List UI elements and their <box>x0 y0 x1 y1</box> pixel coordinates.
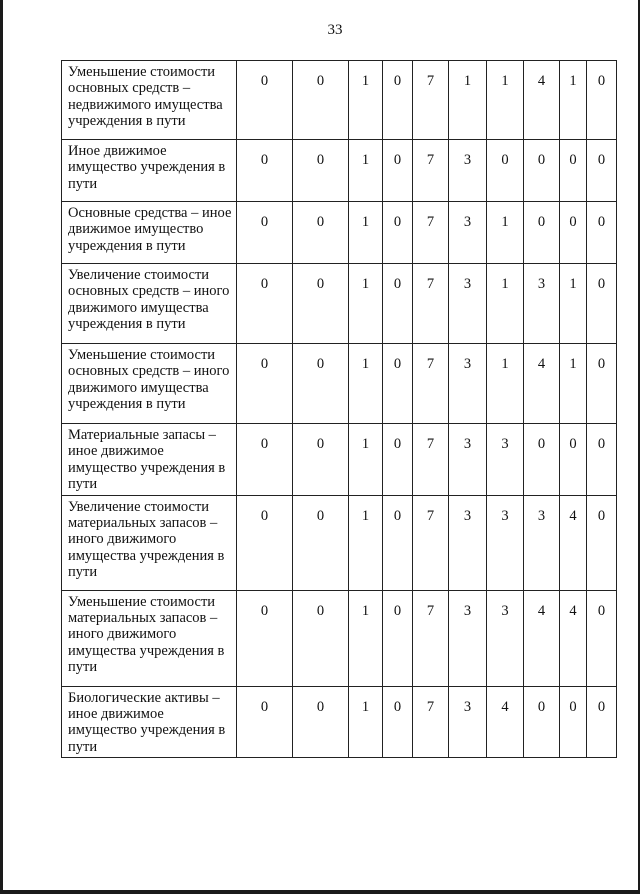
table-row <box>62 264 617 344</box>
code-digit: 7 <box>413 202 449 264</box>
code-digit: 0 <box>237 590 293 686</box>
code-digit: 1 <box>349 344 383 424</box>
code-digit: 1 <box>487 202 524 264</box>
code-digit: 0 <box>524 686 560 758</box>
code-digit: 1 <box>349 590 383 686</box>
code-digit: 7 <box>413 140 449 202</box>
code-digit: 3 <box>449 686 487 758</box>
code-digit: 4 <box>560 590 587 686</box>
code-digit: 3 <box>449 590 487 686</box>
table-row <box>62 495 617 590</box>
code-digit: 0 <box>587 424 617 496</box>
code-digit: 0 <box>587 686 617 758</box>
code-digit: 0 <box>293 264 349 344</box>
table-row <box>62 424 617 496</box>
table-row <box>62 686 617 758</box>
code-digit: 0 <box>383 590 413 686</box>
code-digit: 0 <box>560 424 587 496</box>
code-digit: 0 <box>383 686 413 758</box>
code-digit: 3 <box>449 140 487 202</box>
page-number: 33 <box>327 22 343 38</box>
account-name: Уменьшение стоимости основных средств – недвижимого имущества учреждения в пути <box>62 61 237 140</box>
code-digit: 0 <box>237 140 293 202</box>
code-digit: 1 <box>349 686 383 758</box>
code-digit: 1 <box>560 344 587 424</box>
code-digit: 3 <box>449 344 487 424</box>
code-digit: 4 <box>560 495 587 590</box>
code-digit: 0 <box>383 202 413 264</box>
code-digit: 0 <box>293 495 349 590</box>
code-digit: 0 <box>560 686 587 758</box>
code-digit: 1 <box>349 202 383 264</box>
code-digit: 7 <box>413 61 449 140</box>
code-digit: 3 <box>449 202 487 264</box>
code-digit: 0 <box>487 140 524 202</box>
code-digit: 0 <box>237 344 293 424</box>
code-digit: 0 <box>293 61 349 140</box>
code-digit: 1 <box>560 61 587 140</box>
code-digit: 1 <box>449 61 487 140</box>
table-row <box>62 61 617 140</box>
account-name: Материальные запасы – иное движимое имущество учреждения в пути <box>62 424 237 496</box>
code-digit: 7 <box>413 264 449 344</box>
code-digit: 0 <box>587 61 617 140</box>
code-digit: 0 <box>237 61 293 140</box>
code-digit: 1 <box>487 264 524 344</box>
code-digit: 3 <box>487 424 524 496</box>
code-digit: 1 <box>487 344 524 424</box>
code-digit: 7 <box>413 424 449 496</box>
account-name: Увеличение стоимости основных средств – иного движимого имущества учреждения в пути <box>62 264 237 344</box>
code-digit: 0 <box>383 424 413 496</box>
accounts-table <box>61 60 617 758</box>
code-digit: 0 <box>587 140 617 202</box>
code-digit: 1 <box>349 264 383 344</box>
code-digit: 0 <box>587 202 617 264</box>
code-digit: 4 <box>524 344 560 424</box>
account-name: Уменьшение стоимости материальных запасов – иного движимого имущества учреждения в пути <box>62 590 237 686</box>
code-digit: 0 <box>237 202 293 264</box>
code-digit: 3 <box>449 495 487 590</box>
code-digit: 0 <box>560 140 587 202</box>
code-digit: 1 <box>560 264 587 344</box>
code-digit: 0 <box>524 424 560 496</box>
code-digit: 0 <box>293 424 349 496</box>
code-digit: 0 <box>383 344 413 424</box>
code-digit: 7 <box>413 686 449 758</box>
code-digit: 0 <box>587 264 617 344</box>
code-digit: 7 <box>413 590 449 686</box>
code-digit: 3 <box>449 264 487 344</box>
code-digit: 0 <box>293 344 349 424</box>
table-row <box>62 344 617 424</box>
code-digit: 0 <box>237 264 293 344</box>
code-digit: 0 <box>293 202 349 264</box>
code-digit: 3 <box>449 424 487 496</box>
table-row <box>62 590 617 686</box>
code-digit: 0 <box>383 140 413 202</box>
code-digit: 0 <box>524 202 560 264</box>
code-digit: 4 <box>487 686 524 758</box>
code-digit: 3 <box>487 495 524 590</box>
code-digit: 4 <box>524 590 560 686</box>
code-digit: 0 <box>237 495 293 590</box>
code-digit: 0 <box>587 344 617 424</box>
code-digit: 0 <box>587 495 617 590</box>
code-digit: 0 <box>383 495 413 590</box>
table-row <box>62 140 617 202</box>
code-digit: 4 <box>524 61 560 140</box>
account-name: Основные средства – иное движимое имущество учреждения в пути <box>62 202 237 264</box>
code-digit: 0 <box>587 590 617 686</box>
account-name: Биологические активы – иное движимое имущество учреждения в пути <box>62 686 237 758</box>
code-digit: 3 <box>524 495 560 590</box>
code-digit: 0 <box>383 264 413 344</box>
code-digit: 7 <box>413 344 449 424</box>
code-digit: 3 <box>524 264 560 344</box>
code-digit: 1 <box>349 61 383 140</box>
code-digit: 0 <box>293 590 349 686</box>
code-digit: 0 <box>237 686 293 758</box>
code-digit: 0 <box>293 686 349 758</box>
account-name: Увеличение стоимости материальных запасов – иного движимого имущества учреждения в пути <box>62 495 237 590</box>
account-name: Иное движимое имущество учреждения в пути <box>62 140 237 202</box>
code-digit: 0 <box>524 140 560 202</box>
code-digit: 1 <box>349 495 383 590</box>
code-digit: 0 <box>560 202 587 264</box>
code-digit: 1 <box>349 140 383 202</box>
code-digit: 0 <box>383 61 413 140</box>
code-digit: 0 <box>293 140 349 202</box>
code-digit: 3 <box>487 590 524 686</box>
code-digit: 1 <box>487 61 524 140</box>
code-digit: 1 <box>349 424 383 496</box>
code-digit: 7 <box>413 495 449 590</box>
code-digit: 0 <box>237 424 293 496</box>
table-row <box>62 202 617 264</box>
account-name: Уменьшение стоимости основных средств – иного движимого имущества учреждения в пути <box>62 344 237 424</box>
